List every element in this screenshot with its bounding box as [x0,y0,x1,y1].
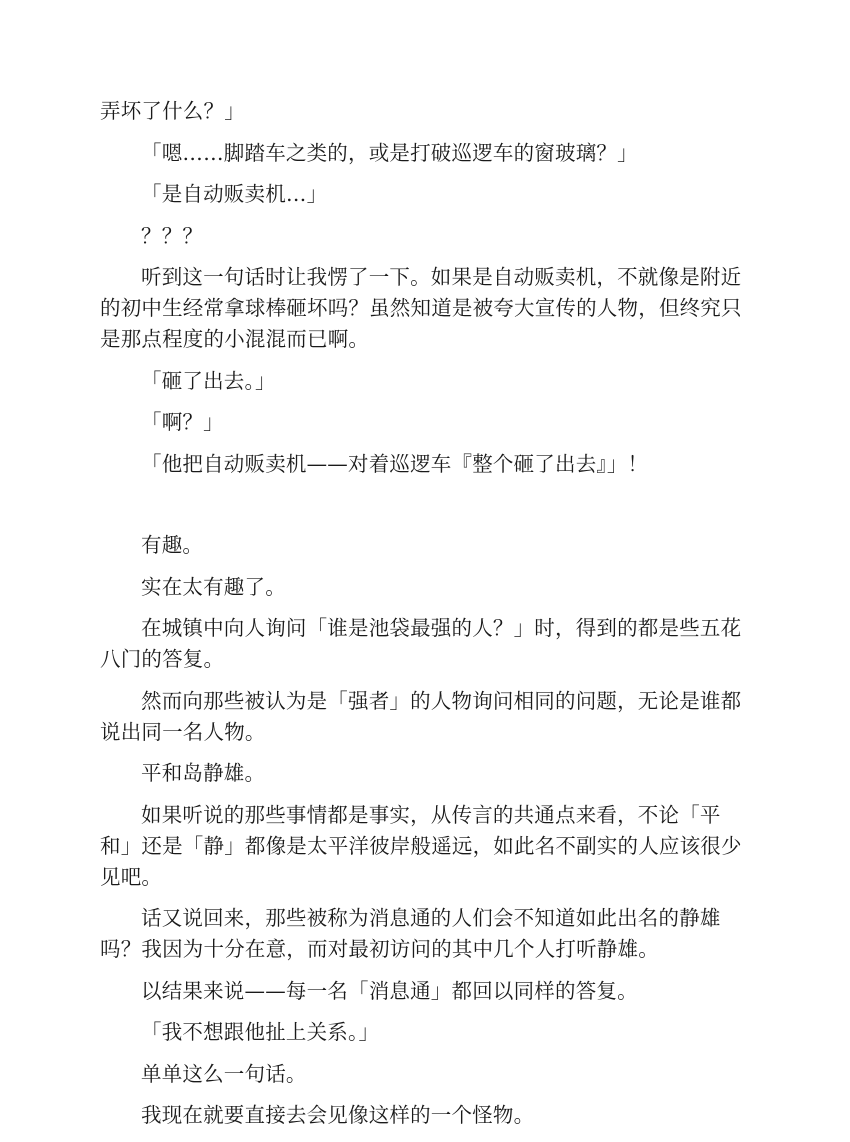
paragraph-17: 「我不想跟他扯上关系。」 [141,1020,380,1044]
paragraph-4: ？？？ [141,223,204,248]
paragraph-15: 话又说回来，那些被称为消息通的人们会不知道如此出名的静雄吗？我因为十分在意，而对最初访问的其中几个人打听静雄。 [100,906,721,961]
paragraph-16: 以结果来说——每一名「消息通」都回以同样的答复。 [141,978,638,1003]
paragraph-19: 我现在就要直接去会见像这样的一个怪物。 [141,1103,535,1127]
paragraph-6: 「砸了出去。」 [141,368,276,393]
paragraph-12: 然而向那些被认为是「强者」的人物询问相同的问题，无论是谁都说出同一名人物。 [100,688,742,744]
paragraph-14: 如果听说的那些事情都是事实，从传言的共通点来看，不论「平和」还是「静」都像是太平洋彼岸般遥远，如此名不副实的人应该很少见吧。 [100,802,742,889]
paragraph-7: 「啊？」 [141,410,224,434]
paragraph-1: 弄坏了什么？」 [100,99,245,123]
paragraph-13: 平和岛静雄。 [141,761,266,785]
paragraph-18: 单单这么一句话。 [141,1061,307,1086]
paragraph-3: 「是自动贩卖机…」 [141,182,328,206]
paragraph-8: 「他把自动贩卖机——对着巡逻车『整个砸了出去』」！ [141,451,649,476]
paragraph-2: 「嗯……脚踏车之类的，或是打破巡逻车的窗玻璃？」 [141,140,638,165]
document-page [100,96,746,1142]
paragraph-9: 有趣。 [141,533,204,557]
section-break [100,490,746,530]
paragraph-10: 实在太有趣了。 [141,574,286,599]
paragraph-11: 在城镇中向人询问「谁是池袋最强的人？」时，得到的都是些五花八门的答复。 [100,616,742,671]
paragraph-5: 听到这一句话时让我愣了一下。如果是自动贩卖机，不就像是附近的初中生经常拿球棒砸坏吗？虽然知道是被夸大宣传的人物，但终究只是那点程度的小混混而已啊。 [100,265,742,351]
